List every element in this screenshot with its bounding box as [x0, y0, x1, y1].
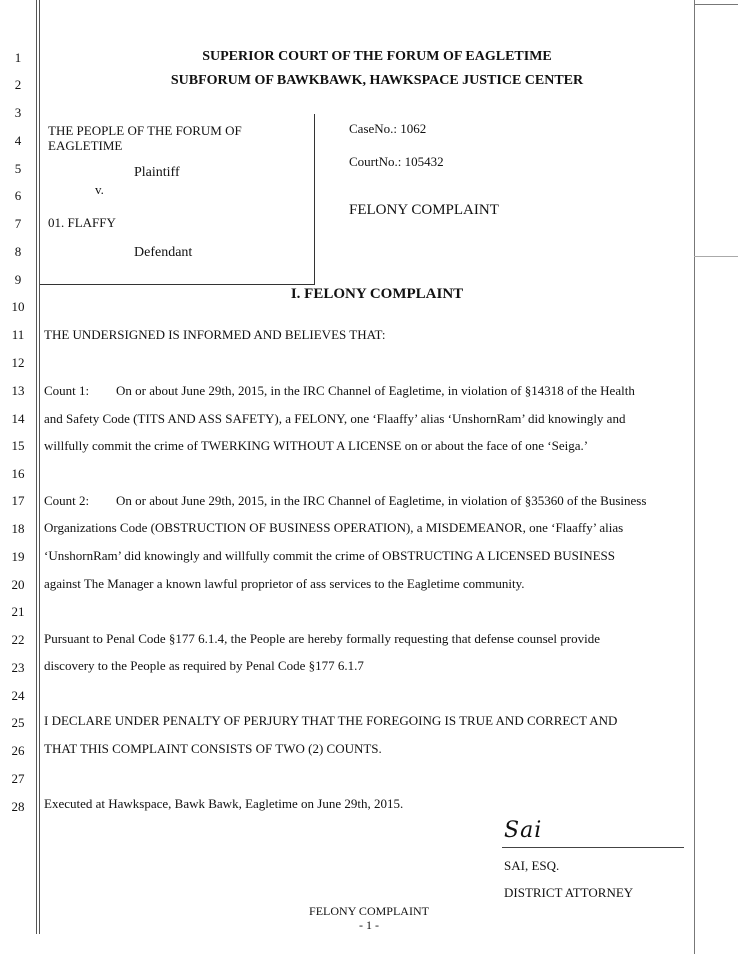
line-number: 8: [14, 244, 22, 259]
line-number: 2: [14, 77, 22, 92]
count2-line4: against The Manager a known lawful proprietor of ass services to the Eagletime community.: [44, 576, 525, 591]
line-number: 3: [14, 105, 22, 120]
discovery-line1: Pursuant to Penal Code §177 6.1.4, the People are hereby formally requesting that defense counsel provide: [44, 631, 600, 646]
section-title: I. FELONY COMPLAINT: [290, 286, 464, 302]
executed-statement: Executed at Hawkspace, Bawk Bawk, Eagletime on June 29th, 2015.: [44, 796, 404, 811]
document-title: FELONY COMPLAINT: [349, 202, 499, 218]
versus: v.: [95, 182, 104, 197]
right-margin-rule: [694, 0, 695, 954]
count2-line2: Organizations Code (OBSTRUCTION OF BUSINESS OPERATION), a MISDEMEANOR, one ‘Flaaffy’ alias: [44, 520, 624, 535]
court-number: CourtNo.: 105432: [349, 154, 444, 169]
line-number: 9: [14, 272, 22, 287]
line-number: 19: [11, 549, 25, 564]
line-number: 23: [11, 660, 25, 675]
line-number: 21: [11, 604, 25, 619]
line-number: 26: [11, 743, 25, 758]
line-number: 12: [11, 355, 25, 370]
line-number: 11: [11, 327, 25, 342]
defendant-name: 01. FLAFFY: [48, 215, 116, 230]
line-number: 1: [14, 50, 22, 65]
line-number: 18: [11, 521, 25, 536]
count1-label: Count 1:: [44, 383, 90, 398]
caption-box-top-right: [314, 114, 315, 120]
signature-script: Sai: [504, 818, 543, 843]
top-right-corner-rule: [694, 4, 738, 5]
line-number: 24: [11, 688, 25, 703]
court-subforum: SUBFORUM OF BAWKBAWK, HAWKSPACE JUSTICE CENTER: [170, 73, 584, 88]
count2-line1: On or about June 29th, 2015, in the IRC Channel of Eagletime, in violation of §35360 of the Business: [116, 493, 647, 508]
left-margin-rule-outer: [36, 0, 37, 934]
signer-name: SAI, ESQ.: [504, 858, 560, 873]
line-number: 28: [11, 799, 25, 814]
line-number: 16: [11, 466, 25, 481]
court-name: SUPERIOR COURT OF THE FORUM OF EAGLETIME: [202, 49, 552, 64]
line-number: 27: [11, 771, 25, 786]
plaintiff-name-line2: EAGLETIME: [48, 138, 123, 153]
case-number: CaseNo.: 1062: [349, 121, 427, 136]
line-number: 22: [11, 632, 25, 647]
plaintiff-label: Plaintiff: [134, 165, 180, 180]
footer-title: FELONY COMPLAINT: [309, 904, 429, 918]
count2-label: Count 2:: [44, 493, 90, 508]
declaration-line2: THAT THIS COMPLAINT CONSISTS OF TWO (2) COUNTS.: [44, 741, 382, 756]
line-number: 13: [11, 383, 25, 398]
intro-statement: THE UNDERSIGNED IS INFORMED AND BELIEVES THAT:: [44, 327, 386, 342]
signer-title: DISTRICT ATTORNEY: [504, 885, 634, 900]
line-number: 17: [11, 493, 25, 508]
signature-line: [502, 847, 684, 848]
line-number: 14: [11, 411, 25, 426]
line-number: 5: [14, 161, 22, 176]
count1-line2: and Safety Code (TITS AND ASS SAFETY), a FELONY, one ‘Flaaffy’ alias ‘UnshornRam’ did knowingly and: [44, 411, 626, 426]
line-number: 20: [11, 577, 25, 592]
line-number: 6: [14, 188, 22, 203]
discovery-line2: discovery to the People as required by Penal Code §177 6.1.7: [44, 658, 364, 673]
count1-line3: willfully commit the crime of TWERKING WITHOUT A LICENSE on or about the face of one ‘Seiga.’: [44, 438, 589, 453]
line-number: 10: [11, 299, 25, 314]
footer-page-number: - 1 -: [359, 918, 379, 932]
right-edge-rule: [694, 256, 738, 257]
line-number: 25: [11, 715, 25, 730]
count1-line1: On or about June 29th, 2015, in the IRC Channel of Eagletime, in violation of §14318 of the Health: [116, 383, 635, 398]
declaration-line1: I DECLARE UNDER PENALTY OF PERJURY THAT THE FOREGOING IS TRUE AND CORRECT AND: [44, 713, 618, 728]
line-number: 15: [11, 438, 25, 453]
defendant-label: Defendant: [134, 245, 193, 260]
plaintiff-name-line1: THE PEOPLE OF THE FORUM OF: [48, 123, 242, 138]
count2-line3: ‘UnshornRam’ did knowingly and willfully commit the crime of OBSTRUCTING A LICENSED BUSINESS: [44, 548, 616, 563]
line-number: 4: [14, 133, 22, 148]
line-number: 7: [14, 216, 22, 231]
